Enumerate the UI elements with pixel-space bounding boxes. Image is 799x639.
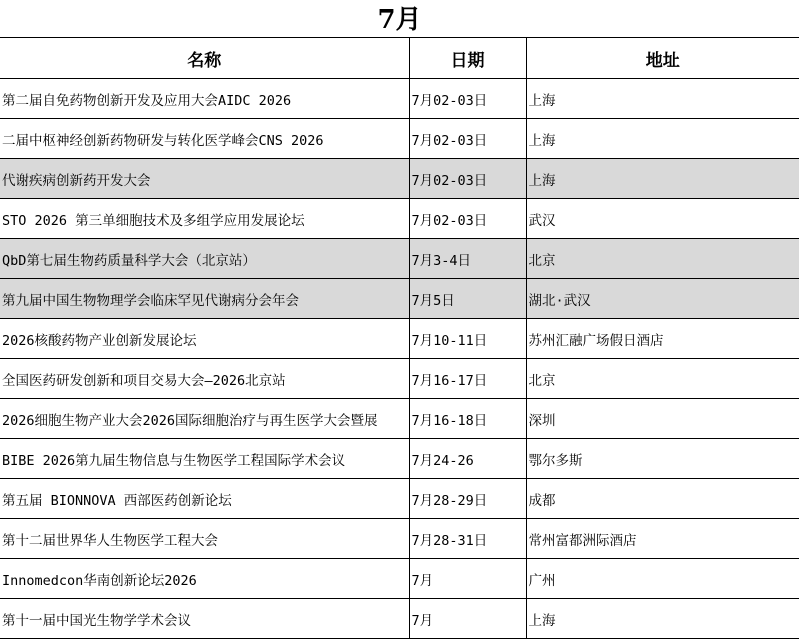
cell-name: 第五届 BIONNOVA 西部医药创新论坛 (0, 479, 409, 519)
cell-address: 上海 (526, 599, 799, 639)
cell-address: 鄂尔多斯 (526, 439, 799, 479)
header-row (0, 38, 799, 79)
cell-date: 7月5日 (409, 279, 526, 319)
cell-date: 7月02-03日 (409, 199, 526, 239)
cell-name: 二届中枢神经创新药物研发与转化医学峰会CNS 2026 (0, 119, 409, 159)
cell-name: 第十一届中国光生物学学术会议 (0, 599, 409, 639)
cell-name: 代谢疾病创新药开发大会 (0, 159, 409, 199)
table-row (0, 239, 799, 279)
cell-name: QbD第七届生物药质量科学大会（北京站） (0, 239, 409, 279)
cell-address: 常州富都洲际酒店 (526, 519, 799, 559)
table-row (0, 279, 799, 319)
cell-date: 7月02-03日 (409, 119, 526, 159)
cell-date: 7月28-31日 (409, 519, 526, 559)
table-row (0, 119, 799, 159)
cell-address: 上海 (526, 119, 799, 159)
table-row (0, 599, 799, 639)
cell-date: 7月3-4日 (409, 239, 526, 279)
cell-address: 上海 (526, 159, 799, 199)
table-row (0, 559, 799, 599)
column-header-name: 名称 (0, 38, 409, 79)
table-body (0, 79, 799, 639)
cell-date: 7月24-26 (409, 439, 526, 479)
table-row (0, 199, 799, 239)
cell-date: 7月28-29日 (409, 479, 526, 519)
cell-date: 7月 (409, 599, 526, 639)
cell-address: 广州 (526, 559, 799, 599)
table-row (0, 159, 799, 199)
table-row (0, 79, 799, 119)
cell-date: 7月 (409, 559, 526, 599)
cell-date: 7月10-11日 (409, 319, 526, 359)
cell-name: 第十二届世界华人生物医学工程大会 (0, 519, 409, 559)
cell-address: 上海 (526, 79, 799, 119)
cell-date: 7月02-03日 (409, 159, 526, 199)
conference-table (0, 37, 799, 639)
cell-address: 苏州汇融广场假日酒店 (526, 319, 799, 359)
cell-name: Innomedcon华南创新论坛2026 (0, 559, 409, 599)
page-title: 7月 (377, 5, 422, 35)
cell-date: 7月16-17日 (409, 359, 526, 399)
table-row (0, 479, 799, 519)
cell-date: 7月02-03日 (409, 79, 526, 119)
table-row (0, 359, 799, 399)
cell-address: 湖北·武汉 (526, 279, 799, 319)
cell-address: 深圳 (526, 399, 799, 439)
table-row (0, 519, 799, 559)
table-row (0, 439, 799, 479)
table-row (0, 319, 799, 359)
column-header-address: 地址 (526, 38, 799, 79)
cell-name: STO 2026 第三单细胞技术及多组学应用发展论坛 (0, 199, 409, 239)
cell-name: 第二届自免药物创新开发及应用大会AIDC 2026 (0, 79, 409, 119)
cell-name: 第九届中国生物物理学会临床罕见代谢病分会年会 (0, 279, 409, 319)
cell-address: 武汉 (526, 199, 799, 239)
cell-name: 2026细胞生物产业大会2026国际细胞治疗与再生医学大会暨展 (0, 399, 409, 439)
column-header-date: 日期 (409, 38, 526, 79)
cell-name: 2026核酸药物产业创新发展论坛 (0, 319, 409, 359)
cell-name: 全国医药研发创新和项目交易大会—2026北京站 (0, 359, 409, 399)
table-row (0, 399, 799, 439)
cell-address: 成都 (526, 479, 799, 519)
cell-address: 北京 (526, 239, 799, 279)
cell-date: 7月16-18日 (409, 399, 526, 439)
cell-address: 北京 (526, 359, 799, 399)
cell-name: BIBE 2026第九届生物信息与生物医学工程国际学术会议 (0, 439, 409, 479)
